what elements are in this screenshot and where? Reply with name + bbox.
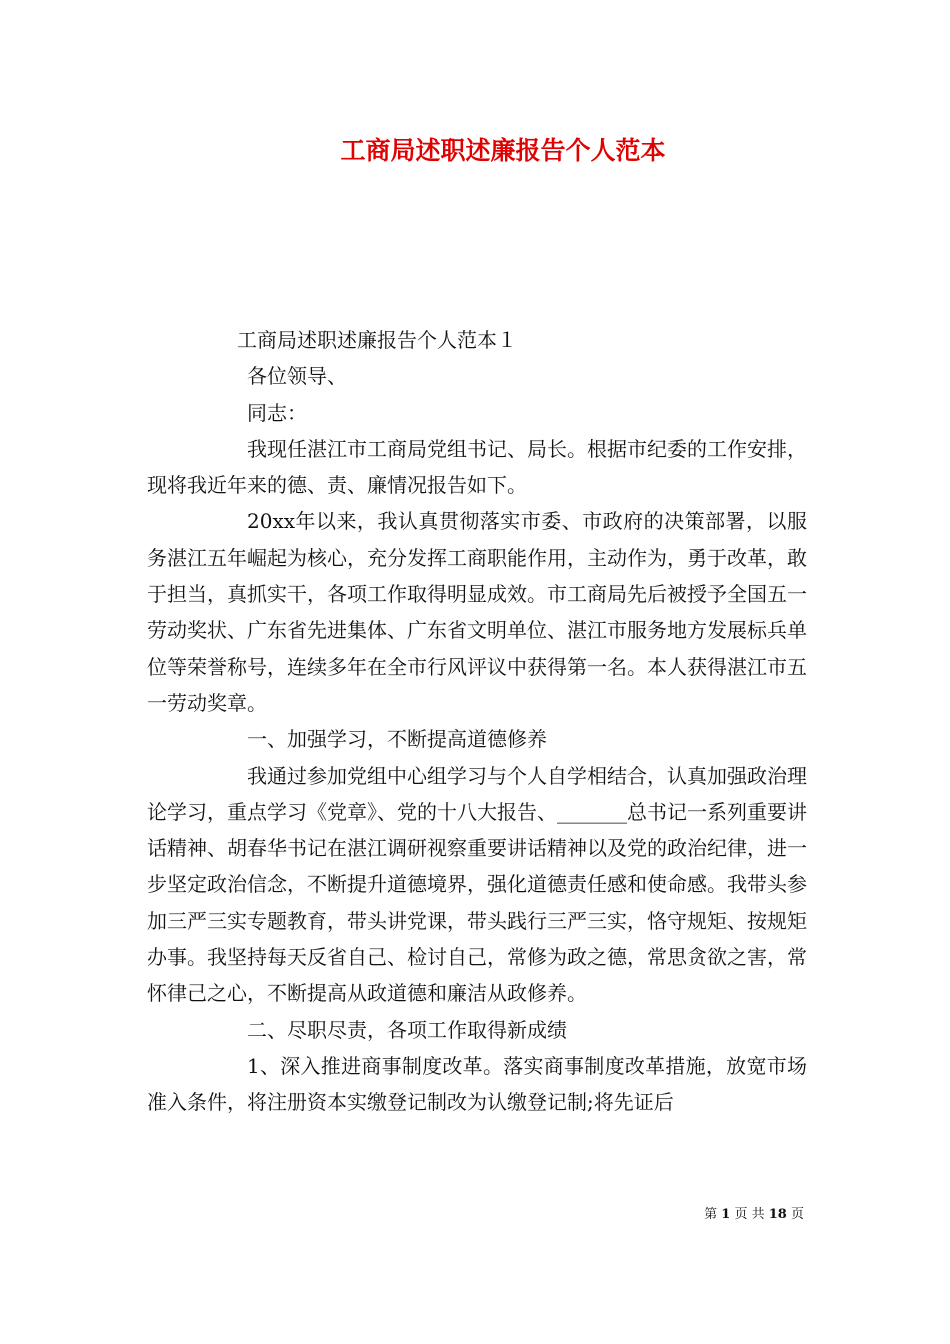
document-body [147, 322, 807, 1121]
paragraph-2: 同志： [247, 400, 307, 425]
paragraph-6: 我通过参加党组中心组学习与个人自学相结合，认真加强政治理论学习，重点学习《党章》、党的十八大报告、_______总书记一系列重要讲话精神、胡春华书记在湛江调研视察重要讲话精神以及党的政治纪律，进一步坚定政治信念，不断提升道德境界，强化道德责任感和使命感。我带头参加三严三实专题教育，带头讲党课，带头践行三严三实，恪守规矩、按规矩办事。我坚持每天反省自己、检讨自己，常修为政之德，常思贪欲之害，常怀律己之心，不断提高从政道德和廉洁从政修养。 [147, 763, 807, 1006]
paragraph-4: 20xx年以来，我认真贯彻落实市委、市政府的决策部署，以服务湛江五年崛起为核心，充分发挥工商职能作用，主动作为，勇于改革，敢于担当，真抓实干，各项工作取得明显成效。市工商局先后被授予全国五一劳动奖状、广东省先进集体、广东省文明单位、湛江市服务地方发展标兵单位等荣誉称号，连续多年在全市行风评议中获得第一名。本人获得湛江市五一劳动奖章。 [147, 509, 807, 715]
paragraph-8: 1、深入推进商事制度改革。落实商事制度改革措施，放宽市场准入条件，将注册资本实缴登记制改为认缴登记制;将先证后 [147, 1053, 807, 1115]
paragraph-0: 工商局述职述廉报告个人范本１ [237, 328, 517, 352]
footer-middle: 页 共 [734, 1207, 765, 1222]
footer-current-page: 1 [721, 1207, 731, 1222]
document-title: 工商局述职述廉报告个人范本 [340, 136, 666, 165]
page-footer [0, 1206, 950, 1224]
paragraph-3: 我现任湛江市工商局党组书记、局长。根据市纪委的工作安排，现将我近年来的德、责、廉情况报告如下。 [147, 436, 807, 498]
footer-suffix: 页 [790, 1207, 804, 1222]
paragraph-1: 各位领导、 [247, 364, 347, 389]
footer-total-pages: 18 [768, 1207, 787, 1222]
paragraph-5: 一、加强学习，不断提高道德修养 [247, 727, 547, 752]
footer-prefix: 第 [704, 1207, 718, 1222]
paragraph-7: 二、尽职尽责，各项工作取得新成绩 [247, 1017, 567, 1042]
